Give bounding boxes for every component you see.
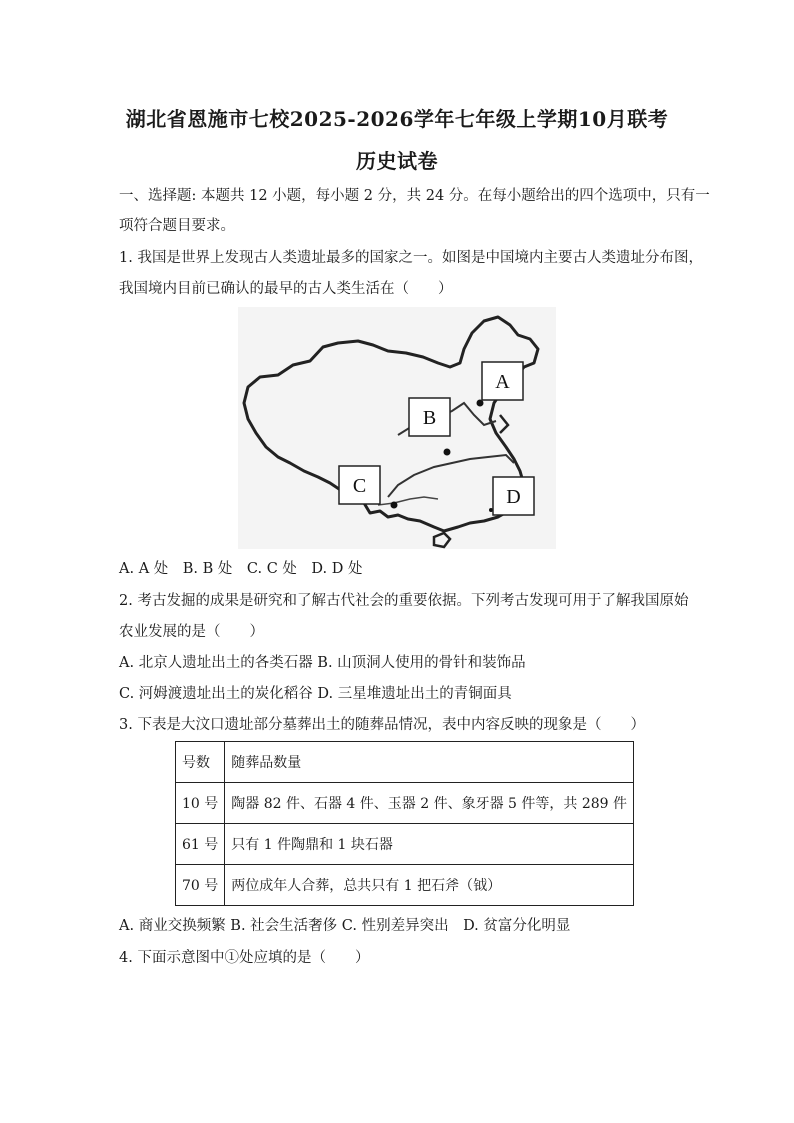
question-2-options-ab: A. 北京人遗址出土的各类石器 B. 山顶洞人使用的骨针和装饰品: [119, 655, 526, 671]
question-2-stem-cont: 农业发展的是（ ）: [119, 624, 264, 640]
map-label-a: [482, 362, 523, 400]
map-label-c: [339, 466, 380, 504]
map-label-d-text: D: [506, 486, 521, 508]
question-1-stem-cont: 我国境内目前已确认的最早的古人类生活在（ ）: [119, 281, 453, 297]
table-cell: 两位成年人合葬，总共只有 1 把石斧（钺）: [225, 865, 634, 906]
burial-goods-table: [175, 741, 634, 906]
map-label-b: [409, 398, 450, 436]
table-cell: 61 号: [176, 824, 225, 865]
site-dot-b: [444, 449, 451, 456]
table-cell: 70 号: [176, 865, 225, 906]
map-label-a-text: A: [495, 371, 510, 393]
question-4-stem: 4. 下面示意图中①处应填的是（ ）: [119, 950, 370, 966]
question-1-options: A. A 处 B. B 处 C. C 处 D. D 处: [119, 561, 363, 577]
table-header-cell: 号数: [176, 742, 225, 783]
exam-title: 湖北省恩施市七校2025-2026学年七年级上学期10月联考: [125, 107, 669, 131]
table-header-cell: 随葬品数量: [225, 742, 634, 783]
table-cell: 只有 1 件陶鼎和 1 块石器: [225, 824, 634, 865]
map-label-d: [493, 477, 534, 515]
map-label-c-text: C: [352, 475, 367, 497]
exam-subtitle: 历史试卷: [356, 149, 438, 173]
section-instruction-cont: 项符合题目要求。: [119, 218, 235, 234]
question-2-stem: 2. 考古发掘的成果是研究和了解古代社会的重要依据。下列考古发现可用于了解我国原始: [119, 593, 689, 609]
map-label-b-text: B: [422, 407, 437, 429]
question-3-options: A. 商业交换频繁 B. 社会生活奢侈 C. 性别差异突出 D. 贫富分化明显: [119, 918, 571, 934]
china-map-figure: [238, 307, 556, 549]
table-cell: 陶器 82 件、石器 4 件、玉器 2 件、象牙器 5 件等，共 289 件: [225, 783, 634, 824]
table-row: [176, 783, 634, 824]
site-dot-c: [391, 502, 398, 509]
question-3-stem: 3. 下表是大汶口遗址部分墓葬出土的随葬品情况，表中内容反映的现象是（ ）: [119, 717, 645, 733]
table-header-row: [176, 742, 634, 783]
section-instruction: 一、选择题: 本题共 12 小题，每小题 2 分，共 24 分。在每小题给出的四个选项中，只有一: [119, 188, 710, 204]
table-cell: 10 号: [176, 783, 225, 824]
table-row: [176, 824, 634, 865]
table-row: [176, 865, 634, 906]
question-2-options-cd: C. 河姆渡遗址出土的炭化稻谷 D. 三星堆遗址出土的青铜面具: [119, 686, 512, 702]
question-1-stem: 1. 我国是世界上发现古人类遗址最多的国家之一。如图是中国境内主要古人类遗址分布图，: [119, 250, 703, 266]
